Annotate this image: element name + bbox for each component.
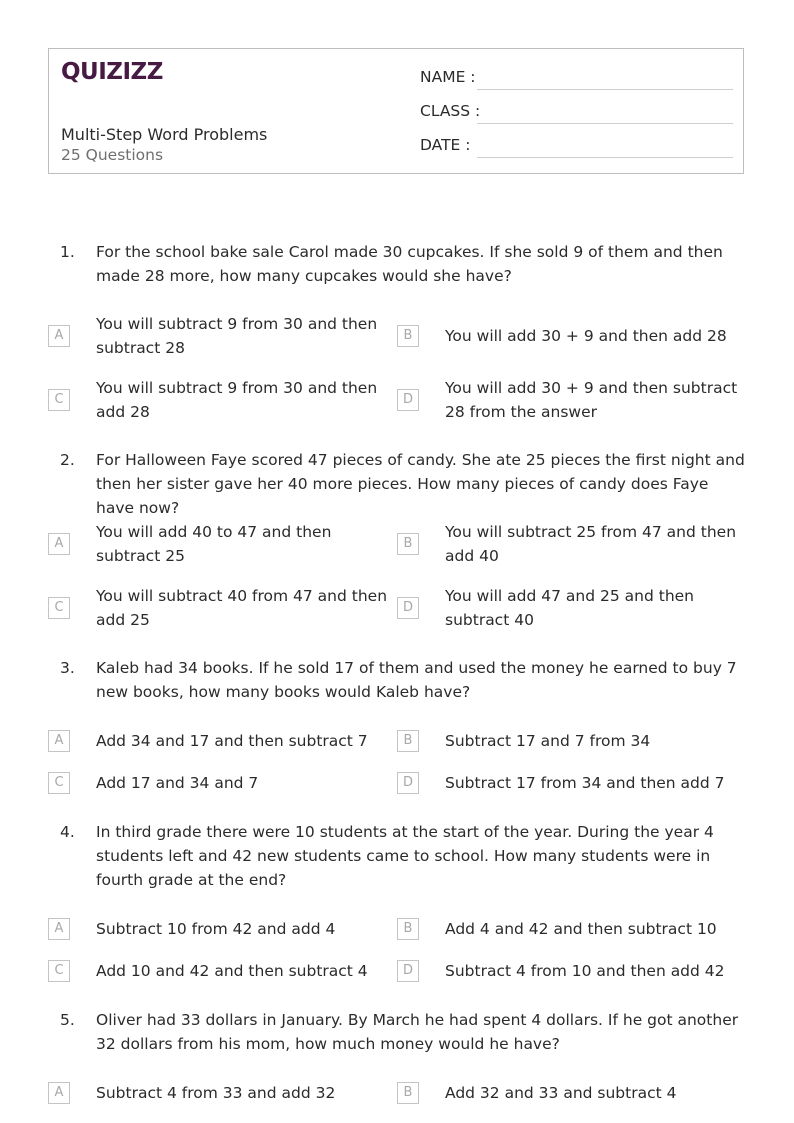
option-text: Subtract 17 from 34 and then add 7	[445, 774, 725, 792]
question-number: 1.	[60, 243, 75, 261]
option-letter-box: A	[48, 730, 70, 752]
option-letter-box: D	[397, 772, 419, 794]
question-number: 5.	[60, 1011, 75, 1029]
option-text: You will add 30 + 9 and then add 28	[445, 327, 727, 345]
option-letter-box: B	[397, 533, 419, 555]
option-text: You will subtract 40 from 47 and then add 25	[96, 587, 388, 629]
option-text: Subtract 4 from 10 and then add 42	[445, 962, 725, 980]
quizizz-logo: QUIZIZZ	[61, 59, 163, 85]
option-letter-box: D	[397, 389, 419, 411]
question-text: Oliver had 33 dollars in January. By March he had spent 4 dollars. If he got another 32 dollars from his mom, how much money would he have?	[96, 1011, 739, 1053]
option-letter-box: B	[397, 730, 419, 752]
question-text: In third grade there were 10 students at the start of the year. During the year 4 students left and 42 new students came to school. How many students were in fourth grade at the end?	[96, 823, 714, 889]
option-text: Subtract 4 from 33 and add 32	[96, 1084, 336, 1102]
option-text: Subtract 10 from 42 and add 4	[96, 920, 336, 938]
class-line[interactable]	[477, 123, 733, 124]
option-text: Add 10 and 42 and then subtract 4	[96, 962, 368, 980]
option-text: You will subtract 9 from 30 and then subtract 28	[96, 315, 378, 357]
option-letter-box: B	[397, 918, 419, 940]
worksheet-header	[48, 48, 744, 174]
option-letter-box: C	[48, 772, 70, 794]
question-text: Kaleb had 34 books. If he sold 17 of them and used the money he earned to buy 7 new books, how many books would Kaleb have?	[96, 659, 737, 701]
date-line[interactable]	[477, 157, 733, 158]
option-text: You will add 30 + 9 and then subtract 28 from the answer	[445, 379, 738, 421]
question-count: 25 Questions	[61, 146, 164, 164]
question-number: 3.	[60, 659, 75, 677]
class-field	[420, 102, 480, 120]
option-text: You will add 47 and 25 and then subtract 40	[445, 587, 695, 629]
option-letter-box: A	[48, 918, 70, 940]
class-label: CLASS :	[420, 102, 481, 120]
option-letter-box: C	[48, 597, 70, 619]
option-letter-box: C	[48, 960, 70, 982]
option-text: Add 34 and 17 and then subtract 7	[96, 732, 368, 750]
date-label: DATE :	[420, 136, 471, 154]
option-letter-box: C	[48, 389, 70, 411]
option-letter-box: D	[397, 960, 419, 982]
option-letter-box: B	[397, 1082, 419, 1104]
option-text: You will add 40 to 47 and then subtract 25	[96, 523, 332, 565]
option-letter-box: B	[397, 325, 419, 347]
question-number: 2.	[60, 451, 75, 469]
option-text: You will subtract 9 from 30 and then add 28	[96, 379, 378, 421]
option-text: Add 4 and 42 and then subtract 10	[445, 920, 717, 938]
date-field	[420, 136, 470, 154]
name-line[interactable]	[477, 89, 733, 90]
option-letter-box: D	[397, 597, 419, 619]
option-text: Add 32 and 33 and subtract 4	[445, 1084, 677, 1102]
option-text: You will subtract 25 from 47 and then add 40	[445, 523, 737, 565]
question-number: 4.	[60, 823, 75, 841]
name-label: NAME :	[420, 68, 476, 86]
worksheet-title: Multi-Step Word Problems	[61, 125, 268, 144]
option-text: Add 17 and 34 and 7	[96, 774, 259, 792]
question-text: For Halloween Faye scored 47 pieces of candy. She ate 25 pieces the first night and then her sister gave her 40 more pieces. How many pieces of candy does Faye have now?	[96, 451, 745, 517]
question-text: For the school bake sale Carol made 30 cupcakes. If she sold 9 of them and then made 28 more, how many cupcakes would she have?	[96, 243, 723, 285]
option-letter-box: A	[48, 1082, 70, 1104]
option-letter-box: A	[48, 533, 70, 555]
name-field	[420, 68, 476, 86]
option-text: Subtract 17 and 7 from 34	[445, 732, 651, 750]
option-letter-box: A	[48, 325, 70, 347]
